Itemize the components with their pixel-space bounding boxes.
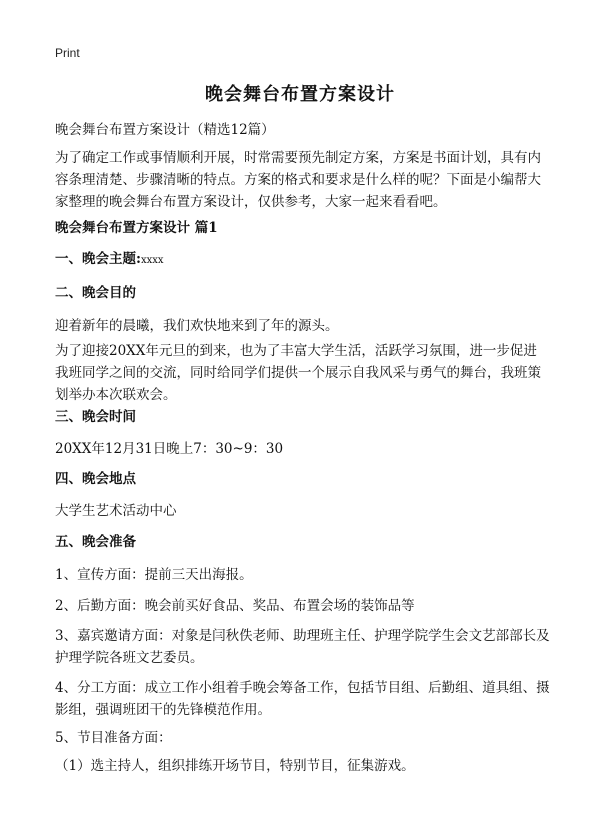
prep-item: 2、后勤方面：晚会前买好食品、奖品、布置会场的装饰品等 [55,598,415,614]
document-subtitle: 晚会舞台布置方案设计（精选12篇） [55,122,275,138]
section-theme [55,248,550,272]
print-label: Print [55,46,80,60]
section-venue-heading: 四、晚会地点 [55,471,136,487]
section-purpose-paragraph-2: 为了迎接20XX年元旦的到来，也为了丰富大学生活，活跃学习氛围，进一步促进我班同学之间的交流，同时给同学们提供一个展示自我风采与勇气的舞台，我班策划举办本次联欢会。 [55,343,541,403]
section-purpose-heading: 二、晚会目的 [55,285,136,301]
prep-item: 5、节目准备方面： [55,730,172,746]
prep-item: （1）选主持人，组织排练开场节目，特别节目，征集游戏。 [55,758,415,774]
document-title: 晚会舞台布置方案设计 [205,84,395,105]
intro-paragraph: 为了确定工作或事情顺利开展，时常需要预先制定方案，方案是书面计划，具有内容条理清楚、步骤清晰的特点。方案的格式和要求是什么样的呢？下面是小编帮大家整理的晚会舞台布置方案设计，仅供参考，大家一起来看看吧。 [55,150,541,210]
section-theme-heading: 一、晚会主题: [55,251,141,267]
prep-item: 4、分工方面：成立工作小组着手晚会筹备工作，包括节目组、后勤组、道具组、摄影组，强调班团干的先锋模范作用。 [55,680,550,718]
section-purpose-paragraph-1: 迎着新年的晨曦，我们欢快地来到了年的源头。 [55,318,339,334]
section-prep-heading: 五、晚会准备 [55,534,136,550]
section-time-heading: 三、晚会时间 [55,409,136,425]
section-venue-value: 大学生艺术活动中心 [55,503,177,519]
article-title: 晚会舞台布置方案设计 篇1 [55,220,218,236]
section-time-value: 20XX年12月31日晚上7：30~9：30 [55,441,284,457]
prep-item: 3、嘉宾邀请方面：对象是闫秋佚老师、助理班主任、护理学院学生会文艺部部长及护理学院各班文艺委员。 [55,628,550,666]
section-theme-value: xxxx [140,255,164,266]
prep-item: 1、宣传方面：提前三天出海报。 [55,567,253,583]
